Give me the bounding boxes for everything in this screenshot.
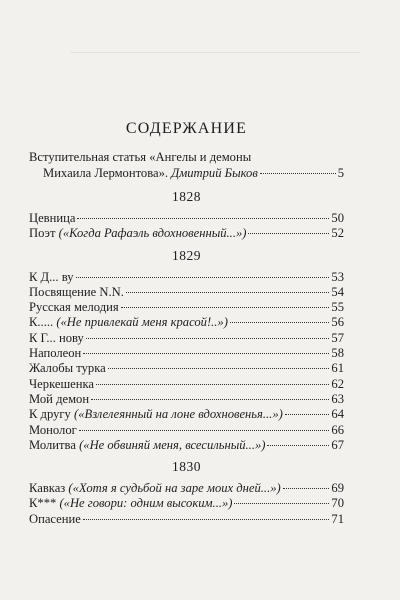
toc-entry[interactable] [29, 423, 344, 438]
toc-entry[interactable] [29, 346, 344, 361]
dot-leader [230, 322, 329, 323]
entry-title-plain: Русская мелодия [29, 300, 119, 315]
intro-line-2-text [43, 165, 258, 181]
dot-leader [248, 233, 329, 234]
entry-title [29, 423, 77, 438]
toc-entry[interactable] [29, 496, 344, 511]
entry-title [29, 481, 281, 496]
page-number: 56 [331, 315, 344, 330]
dot-leader [285, 414, 330, 415]
entry-title [29, 331, 84, 346]
toc-entry[interactable] [29, 438, 344, 453]
entry-title-plain: Посвящение N.N. [29, 284, 124, 299]
entry-title [29, 438, 265, 453]
toc-entry[interactable] [29, 331, 344, 346]
page-number: 61 [331, 361, 344, 376]
entry-title-plain: Мой демон [29, 391, 90, 406]
toc-entry[interactable] [29, 512, 344, 527]
toc-entry[interactable] [29, 285, 344, 300]
page-number: 57 [331, 330, 344, 345]
bleed-through-header [70, 52, 360, 59]
entry-title [29, 377, 94, 392]
page-number: 5 [337, 166, 344, 180]
entry-title-plain: Наполеон [29, 346, 82, 361]
entry-title-plain: Цевница [29, 211, 76, 225]
page-number: 52 [331, 226, 344, 241]
entry-title-plain: К*** [29, 496, 57, 511]
page-number: 64 [331, 407, 344, 422]
dot-leader [79, 430, 330, 431]
entry-title-incipit: («Взлелеянный на лоне вдохновенья...») [74, 407, 283, 422]
entry-title-plain: К..... [29, 315, 54, 330]
toc-entry[interactable] [29, 270, 344, 285]
page-number: 62 [331, 376, 344, 391]
toc-entry[interactable] [29, 481, 344, 496]
year-heading-1828: 1828 [172, 189, 201, 204]
toc-title: СОДЕРЖАНИЕ [125, 120, 248, 137]
entry-title [29, 361, 106, 376]
dot-leader [86, 338, 330, 339]
page-number: 54 [331, 284, 344, 299]
dot-leader [91, 399, 329, 400]
page-number: 67 [331, 437, 344, 452]
intro-line-1: Вступительная статья «Ангелы и демоны [29, 150, 252, 164]
year-heading-1830: 1830 [172, 459, 201, 475]
toc-entry[interactable] [29, 211, 344, 226]
dot-leader [77, 218, 329, 219]
dot-leader [260, 173, 336, 174]
page-number: 55 [331, 300, 344, 315]
dot-leader [121, 307, 330, 308]
entry-title-plain: Молитва [29, 437, 76, 452]
entry-title [29, 285, 124, 300]
page-number: 71 [331, 511, 344, 526]
toc-entry[interactable] [29, 377, 344, 392]
dot-leader [108, 368, 330, 369]
page-number: 70 [331, 496, 344, 511]
entry-title-incipit: («Не привлекай меня красой!..») [56, 315, 228, 330]
toc-entry[interactable] [29, 315, 344, 330]
entry-title-plain: К Д... ву [29, 269, 74, 284]
entry-title [29, 211, 75, 226]
entry-title [29, 226, 246, 241]
entry-title [29, 270, 74, 285]
entry-title [29, 407, 283, 422]
entry-title-plain: Черкешенка [29, 376, 95, 391]
dot-leader [234, 503, 329, 504]
toc-entry[interactable] [29, 300, 344, 315]
toc-entry[interactable] [29, 361, 344, 376]
entry-title [29, 300, 119, 315]
table-of-contents [29, 120, 344, 527]
year-heading-1829: 1829 [172, 247, 201, 263]
intro-line-2 [29, 165, 344, 181]
intro-author: Дмитрий Быков [171, 166, 258, 180]
dot-leader [76, 277, 330, 278]
page-number: 63 [331, 391, 344, 406]
entry-title [29, 392, 89, 407]
entry-title-incipit: («Не обвиняй меня, всесильный...») [79, 437, 266, 452]
page-number: 66 [331, 422, 344, 437]
entry-title [29, 512, 81, 527]
entry-title-plain: Жалобы турка [29, 361, 106, 376]
intro-title-end: Михаила Лермонтова». [43, 166, 169, 180]
entry-title-plain: Кавказ [29, 481, 66, 496]
page-number: 69 [331, 481, 344, 496]
entry-title-plain: К другу [29, 407, 71, 422]
entry-title-plain: К Г... нову [29, 330, 84, 345]
entry-title-plain: Опасение [29, 511, 81, 526]
entry-title-plain: Поэт [29, 226, 56, 241]
dot-leader [126, 292, 330, 293]
toc-intro-entry[interactable] [29, 149, 344, 181]
toc-entry[interactable] [29, 407, 344, 422]
entry-title-incipit: («Хотя я судьбой на заре моих дней...») [68, 481, 281, 496]
dot-leader [96, 384, 329, 385]
entry-title [29, 496, 232, 511]
toc-entry[interactable] [29, 392, 344, 407]
entry-title [29, 315, 228, 330]
dot-leader [283, 488, 330, 489]
dot-leader [83, 519, 330, 520]
page-number: 50 [331, 211, 344, 225]
entry-title [29, 346, 81, 361]
dot-leader [83, 353, 329, 354]
toc-entry[interactable] [29, 226, 344, 241]
entry-title-plain: Монолог [29, 422, 77, 437]
page-number: 58 [331, 346, 344, 361]
entry-title-incipit: («Не говори: одним высоким...») [59, 496, 233, 511]
toc-sections [29, 189, 344, 527]
page-number: 53 [331, 269, 344, 284]
dot-leader [267, 445, 329, 446]
entry-title-incipit: («Когда Рафаэль вдохновенный...») [58, 226, 247, 241]
